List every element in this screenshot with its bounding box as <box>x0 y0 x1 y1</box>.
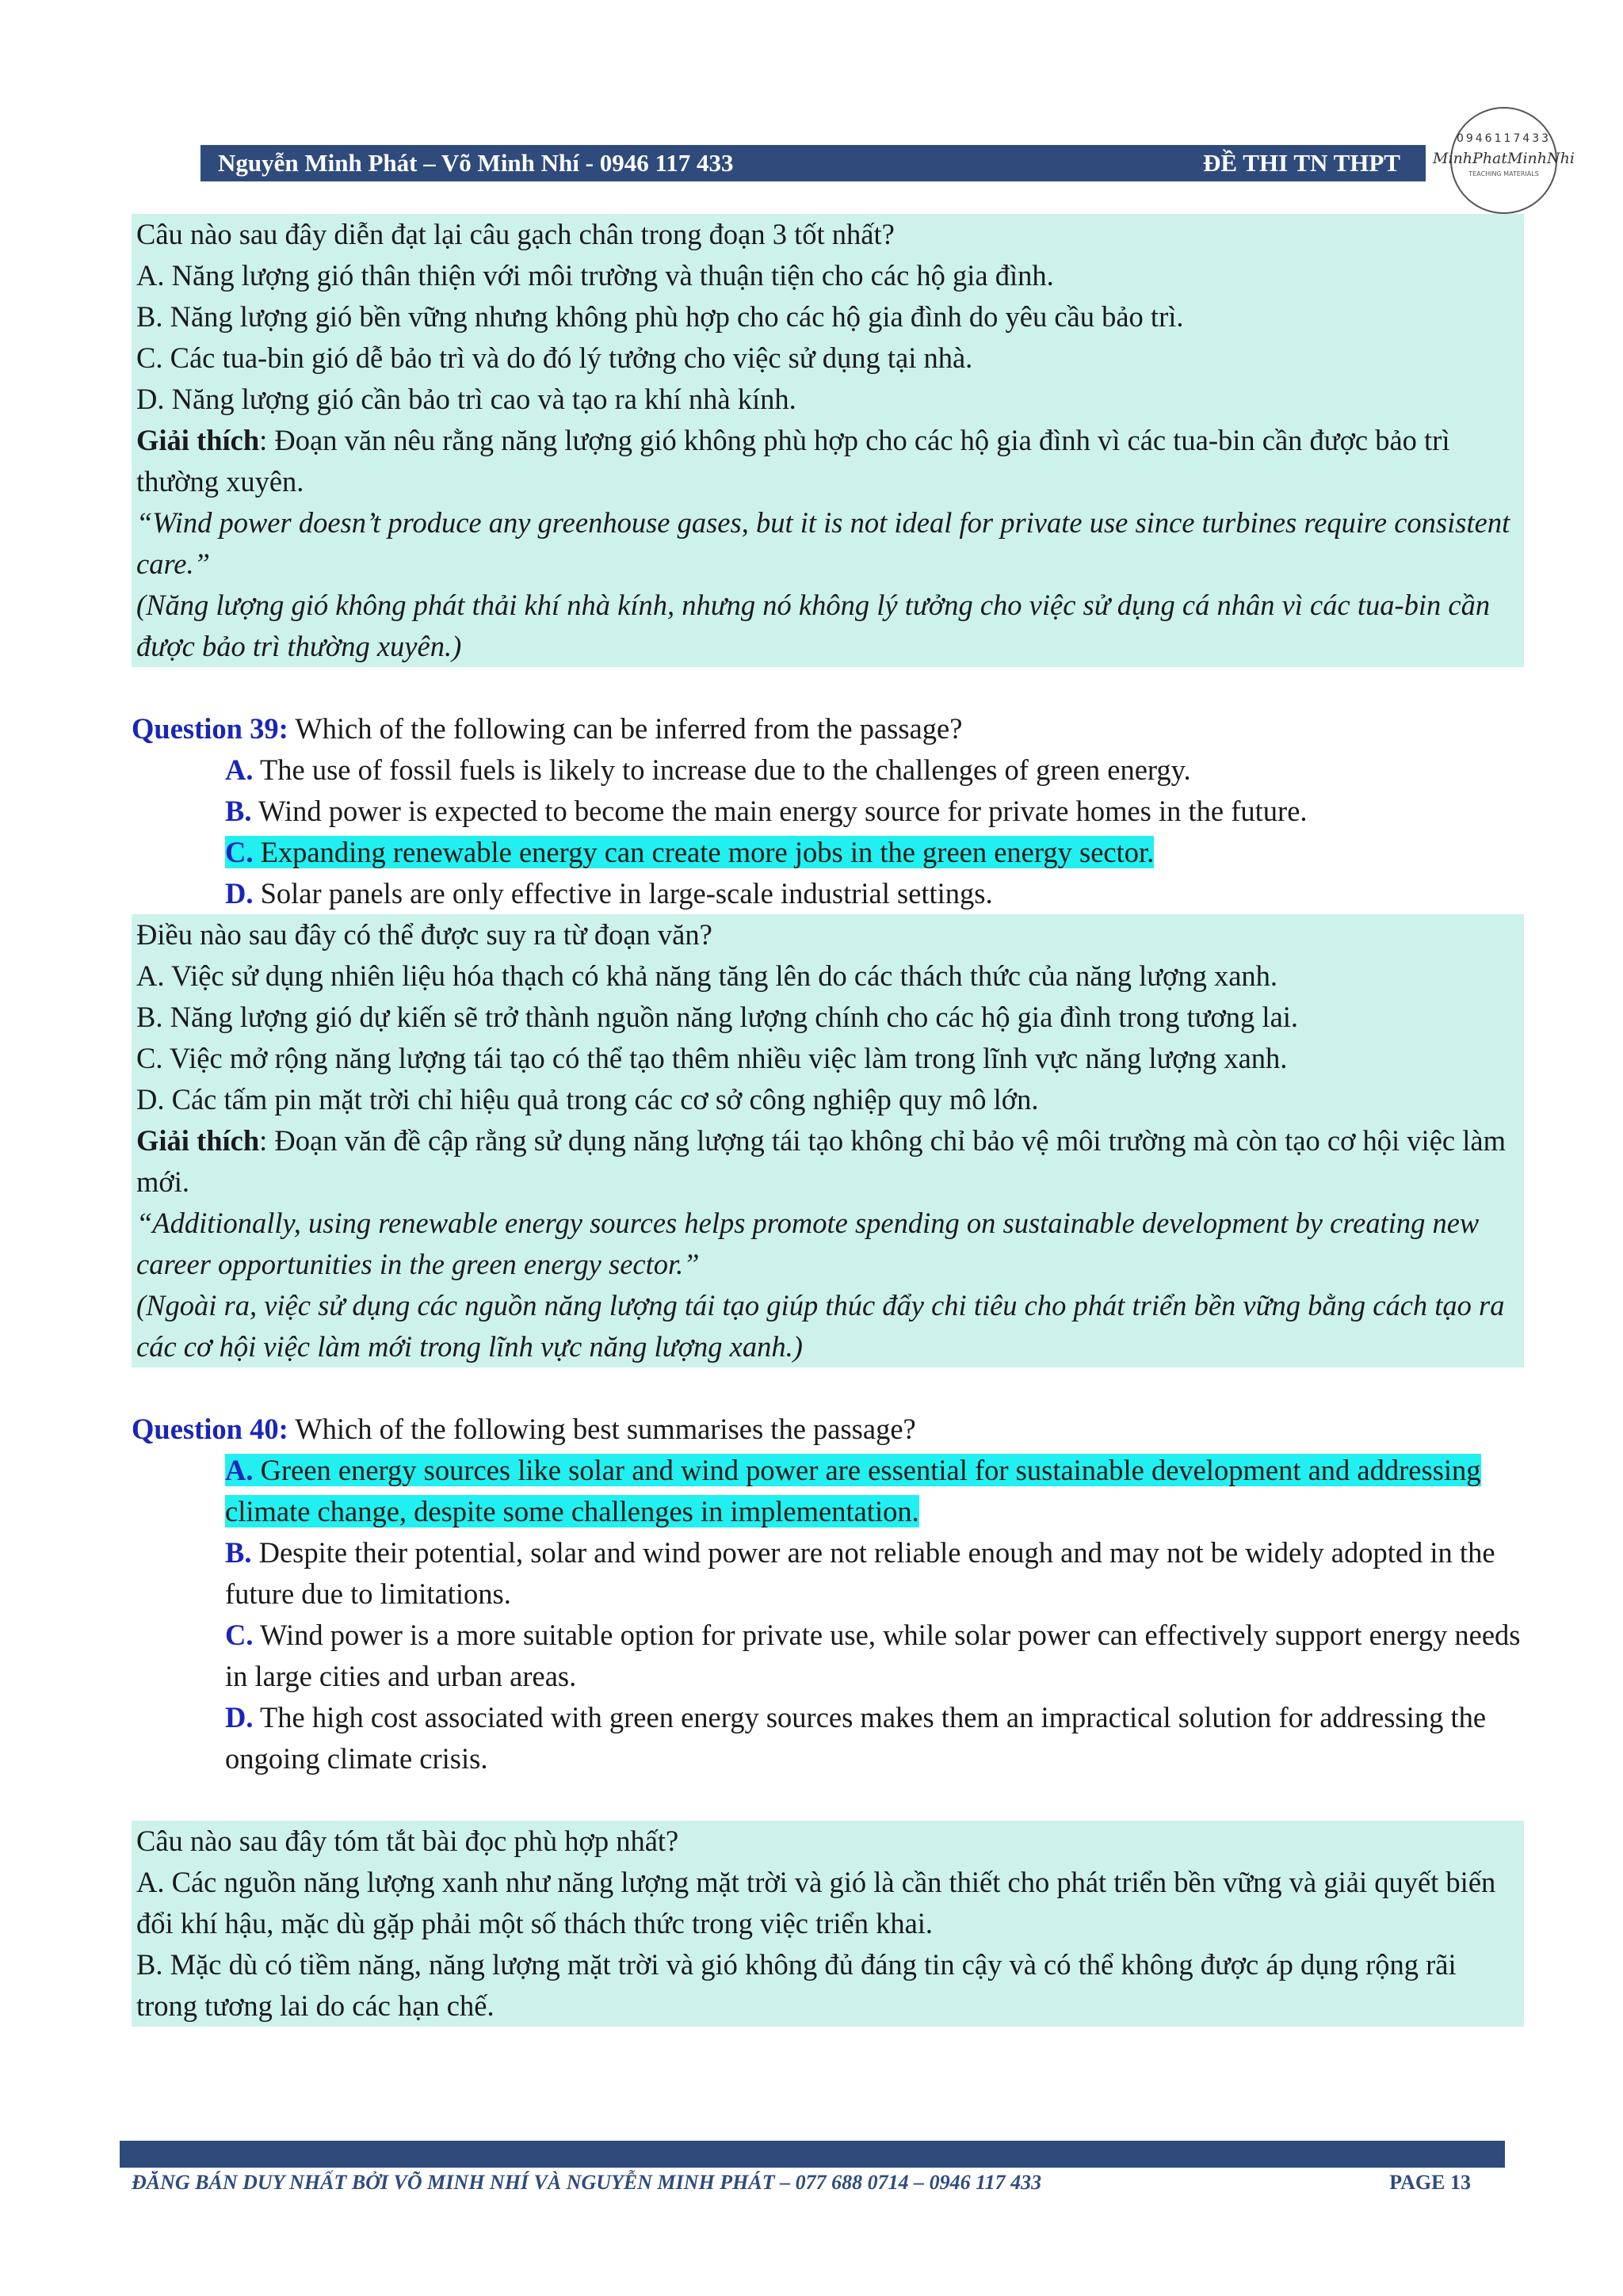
logo-number: 0946117433 <box>1456 132 1552 145</box>
explain-text: : Đoạn văn đề cập rằng sử dụng năng lượng tái tạo không chỉ bảo vệ môi trường mà còn tạo cơ hội việc làm mới. <box>136 1124 1506 1198</box>
box-line: A. Năng lượng gió thân thiện với môi trường và thuận tiện cho các hộ gia đình. <box>136 259 1054 292</box>
option-letter: D. <box>225 1701 254 1733</box>
explanation <box>136 420 1519 502</box>
option-letter: C. <box>225 1619 254 1651</box>
explanation-box-q40 <box>132 1821 1524 2027</box>
box-line: Câu nào sau đây diễn đạt lại câu gạch chân trong đoạn 3 tốt nhất? <box>136 218 895 250</box>
quote: “Wind power doesn’t produce any greenhouse gases, but it is not ideal for private use since turbines require consistent care.” <box>136 506 1510 580</box>
explanation-box-q39 <box>132 914 1524 1367</box>
explain-label: Giải thích <box>136 1124 260 1157</box>
question-text: Which of the following best summarises the passage? <box>288 1413 916 1445</box>
translation: (Ngoài ra, việc sử dụng các nguồn năng lượng tái tạo giúp thúc đẩy chi tiêu cho phát triển bền vững bằng cách tạo ra các cơ hội việc làm mới trong lĩnh vực năng lượng xanh.) <box>136 1289 1505 1363</box>
footer-bar <box>120 2141 1505 2168</box>
option-a-correct[interactable] <box>132 1450 1524 1532</box>
footer-text: ĐĂNG BÁN DUY NHẤT BỞI VÕ MINH NHÍ VÀ NGUYỄN MINH PHÁT – 077 688 0714 – 0946 117 433 <box>132 2171 1042 2194</box>
quote: “Additionally, using renewable energy sources helps promote spending on sustainable development by creating new career opportunities in the green energy sector.” <box>136 1207 1480 1280</box>
option-d[interactable] <box>132 873 1524 914</box>
page-header <box>200 145 1426 181</box>
page-content <box>132 214 1524 2027</box>
option-letter: B. <box>225 1536 252 1569</box>
box-line: B. Năng lượng gió bền vững nhưng không phù hợp cho các hộ gia đình do yêu cầu bảo trì. <box>136 300 1184 333</box>
box-line: Điều nào sau đây có thể được suy ra từ đoạn văn? <box>136 918 712 951</box>
box-line: D. Năng lượng gió cần bảo trì cao và tạo ra khí nhà kính. <box>136 383 796 415</box>
option-text: Expanding renewable energy can create more jobs in the green energy sector. <box>253 836 1155 868</box>
explain-label: Giải thích <box>136 424 260 456</box>
option-b[interactable] <box>132 1532 1524 1615</box>
option-b[interactable] <box>132 791 1524 832</box>
question-40 <box>132 1409 1524 1450</box>
option-d[interactable] <box>132 1697 1524 1779</box>
option-text: The high cost associated with green energy sources makes them an impractical solution for addressing the ongoing climate crisis. <box>225 1701 1487 1775</box>
option-text: Despite their potential, solar and wind power are not reliable enough and may not be widely adopted in the future due to limitations. <box>225 1536 1495 1610</box>
option-text: Wind power is a more suitable option for private use, while solar power can effectively support energy needs in large cities and urban areas. <box>225 1619 1521 1692</box>
logo-subtitle: TEACHING MATERIALS <box>1468 170 1539 177</box>
explanation-box-q38 <box>132 214 1524 667</box>
option-c[interactable] <box>132 1615 1524 1697</box>
header-exam-title: ĐỀ THI TN THPT <box>1203 149 1400 177</box>
box-line: C. Các tua-bin gió dễ bảo trì và do đó lý tưởng cho việc sử dụng tại nhà. <box>136 341 973 374</box>
explain-text: : Đoạn văn nêu rằng năng lượng gió không phù hợp cho các hộ gia đình vì các tua-bin cần được bảo trì thường xuyên. <box>136 424 1450 498</box>
option-text: Solar panels are only effective in large-scale industrial settings. <box>253 877 993 910</box>
option-letter: A. <box>225 753 254 786</box>
question-text: Which of the following can be inferred from the passage? <box>288 712 963 745</box>
option-text: Wind power is expected to become the main energy source for private homes in the future. <box>251 795 1308 827</box>
question-label: Question 39: <box>132 712 288 745</box>
option-text: Green energy sources like solar and wind power are essential for sustainable development and addressing climate change, despite some challenges in implementation. <box>225 1454 1481 1527</box>
option-letter: B. <box>225 795 252 827</box>
box-line: A. Việc sử dụng nhiên liệu hóa thạch có khả năng tăng lên do các thách thức của năng lượng xanh. <box>136 959 1278 992</box>
question-label: Question 40: <box>132 1413 288 1445</box>
box-line: A. Các nguồn năng lượng xanh như năng lượng mặt trời và gió là cần thiết cho phát triển bền vững và giải quyết biến đổi khí hậu, mặc dù gặp phải một số thách thức trong việc triển khai. <box>136 1866 1496 1939</box>
option-letter: D. <box>225 877 254 910</box>
option-text: The use of fossil fuels is likely to increase due to the challenges of green energy. <box>253 753 1191 786</box>
box-line: D. Các tấm pin mặt trời chỉ hiệu quả trong các cơ sở công nghiệp quy mô lớn. <box>136 1083 1039 1116</box>
option-letter: A. <box>225 1454 254 1486</box>
box-line: Câu nào sau đây tóm tắt bài đọc phù hợp nhất? <box>136 1825 679 1857</box>
brand-logo <box>1433 107 1575 214</box>
logo-signature: MinhPhatMinhNhi <box>1433 150 1575 167</box>
box-line: B. Mặc dù có tiềm năng, năng lượng mặt trời và gió không đủ đáng tin cậy và có thể không được áp dụng rộng rãi trong tương lai do các hạn chế. <box>136 1948 1457 2022</box>
box-line: C. Việc mở rộng năng lượng tái tạo có thể tạo thêm nhiều việc làm trong lĩnh vực năng lượng xanh. <box>136 1042 1288 1074</box>
translation: (Năng lượng gió không phát thải khí nhà kính, nhưng nó không lý tưởng cho việc sử dụng cá nhân vì các tua-bin cần được bảo trì thường xuyên.) <box>136 589 1491 662</box>
option-a[interactable] <box>132 749 1524 791</box>
option-c-correct[interactable] <box>132 832 1524 873</box>
explanation <box>136 1120 1519 1203</box>
question-39 <box>132 708 1524 749</box>
header-authors: Nguyễn Minh Phát – Võ Minh Nhí - 0946 117 433 <box>218 149 734 177</box>
page-number: PAGE 13 <box>1389 2171 1471 2194</box>
page-footer <box>132 2171 1471 2195</box>
box-line: B. Năng lượng gió dự kiến sẽ trở thành nguồn năng lượng chính cho các hộ gia đình trong tương lai. <box>136 1001 1299 1033</box>
option-letter: C. <box>225 836 254 868</box>
